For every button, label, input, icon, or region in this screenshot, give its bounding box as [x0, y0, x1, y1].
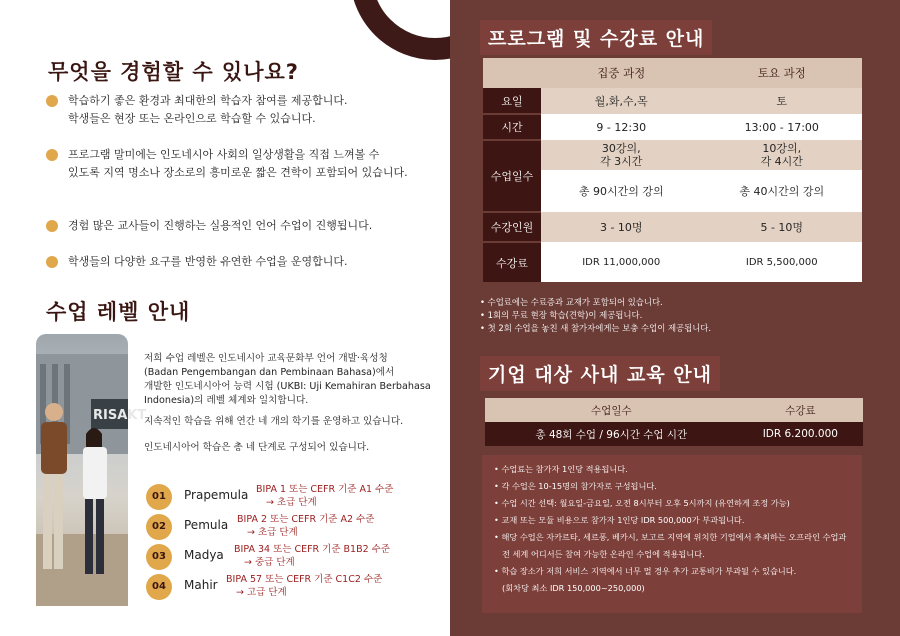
list-item: 학생들의 다양한 요구를 반영한 유연한 수업을 운영합니다.	[46, 253, 441, 271]
bullet-dot-icon	[46, 149, 58, 161]
list-item: 경험 많은 교사들이 진행하는 실용적인 언어 수업이 진행됩니다.	[46, 217, 441, 235]
level-desc: BIPA 1 또는 CEFR 기준 A1 수준 → 초급 단계	[256, 484, 394, 508]
corporate-notes: • 수업료는 참가자 1인당 적용됩니다. • 각 수업은 10-15명의 참가자로 구성됩니다. • 수업 시간 선택: 월요일-금요일, 오전 8시부터 오후 5시까지 (유연하게 조정 가능) • 교재 또는 모듈 비용으로 참가자 1인당 IDR 500,000가 부과됩니다. • 해당 수업은 자카르타, 세르퐁, 베카시, 보고르 지역에 위치한 기업에서 추최하는 오프라인 수업과 전 세계 어디서든 참여 가능한 온라인 수업에 적용됩니다. • 학습 장소가 저희 서비스 지역에서 너무 멀 경우 추가 교통비가 부과될 수 있습니다. (회차당 최소 IDR 150,000~250,000)	[494, 464, 847, 593]
table-header-empty	[483, 58, 541, 88]
level-desc: BIPA 2 또는 CEFR 기준 A2 수준 → 초급 단계	[237, 514, 375, 538]
corporate-notes-box	[482, 455, 862, 613]
level-number-badge: 02	[146, 514, 172, 540]
level-name: Madya	[184, 548, 224, 562]
table-row: 총 90시간의 강의 총 40시간의 강의	[483, 170, 862, 212]
table-header: 수강료	[738, 398, 863, 422]
table-row: 총 48회 수업 / 96시간 수업 시간 IDR 6.200.000	[485, 422, 863, 446]
corporate-table	[485, 398, 863, 446]
level-name: Mahir	[184, 578, 218, 592]
bullet-dot-icon	[46, 95, 58, 107]
students-photo	[36, 334, 147, 606]
table-row: 수업일수 30강의, 각 3시간 10강의, 각 4시간	[483, 140, 862, 170]
table-header: 수업일수	[485, 398, 738, 422]
table-header: 집중 과정	[541, 58, 702, 88]
level-number-badge: 01	[146, 484, 172, 510]
table-row: 수강인원 3 - 10명 5 - 10명	[483, 212, 862, 242]
table-header: 토요 과정	[702, 58, 863, 88]
level-item-mahir	[146, 574, 446, 600]
level-name: Pemula	[184, 518, 229, 532]
stages-text: 인도네시아어 학습은 총 네 단계로 구성되어 있습니다.	[144, 442, 370, 453]
program-notes: • 수업료에는 수료증과 교재가 포함되어 있습니다. • 1회의 무료 현장 학습(견학)이 제공됩니다. • 첫 2회 수업을 놓친 새 참가자에게는 보충 수업이 제공됩니다.	[480, 297, 712, 333]
bullet-dot-icon	[46, 256, 58, 268]
students-illustration	[36, 334, 147, 606]
semester-text: 지속적인 학습을 위해 연간 네 개의 학기를 운영하고 있습니다.	[144, 416, 404, 427]
photo-sign: RISAKT	[93, 408, 147, 423]
level-number-badge: 04	[146, 574, 172, 600]
list-item: 학습하기 좋은 환경과 최대한의 학습자 참여를 제공합니다. 학생들은 현장 또는 온라인으로 학습할 수 있습니다.	[46, 92, 441, 128]
level-item-madya	[146, 544, 446, 570]
table-row: 수강료 IDR 11,000,000 IDR 5,500,000	[483, 242, 862, 282]
bullet-dot-icon	[46, 220, 58, 232]
table-row: 시간 9 - 12:30 13:00 - 17:00	[483, 114, 862, 140]
table-row: 요일 월,화,수,목 토	[483, 88, 862, 114]
level-number-badge: 03	[146, 544, 172, 570]
corporate-title: 기업 대상 사내 교육 안내	[480, 356, 720, 391]
levels-heading: 수업 레벨 안내	[46, 300, 191, 324]
level-item-prapemula	[146, 484, 446, 510]
list-item: 프로그램 말미에는 인도네시아 사회의 일상생활을 직접 느껴볼 수 있도록 지역 명소나 장소로의 흥미로운 짧은 견학이 포함되어 있습니다.	[46, 146, 441, 182]
level-item-pemula	[146, 514, 446, 540]
level-desc: BIPA 34 또는 CEFR 기준 B1B2 수준 → 중급 단계	[234, 544, 391, 568]
level-desc: BIPA 57 또는 CEFR 기준 C1C2 수준 → 고급 단계	[226, 574, 383, 598]
levels-intro: 저희 수업 레벨은 인도네시아 교육문화부 언어 개발·육성청 (Badan Pengembangan dan Pembinaan Bahasa)에서 개발한 인도네시아어 능력 시험 (UKBI: Uji Kemahiran Berbahasa Indonesia)의 레벨 체계와 일치합니다.	[144, 353, 431, 406]
program-title: 프로그램 및 수강료 안내	[480, 20, 712, 55]
experience-heading: 무엇을 경험할 수 있나요?	[48, 60, 299, 84]
level-name: Prapemula	[184, 488, 249, 502]
program-table	[483, 58, 862, 282]
right-panel	[450, 0, 900, 636]
